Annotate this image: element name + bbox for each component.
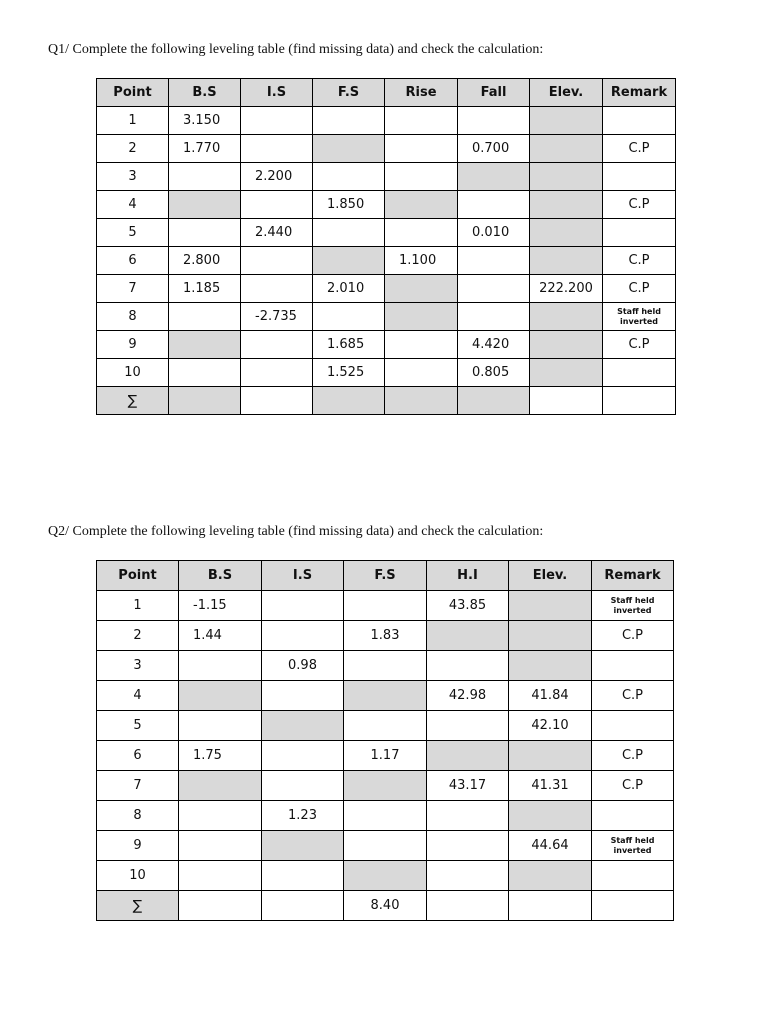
point-cell: 6 bbox=[97, 247, 169, 275]
fall-cell bbox=[458, 163, 530, 191]
fs-cell: 1.685 bbox=[313, 331, 385, 359]
fall-cell bbox=[458, 191, 530, 219]
bs-sum-cell bbox=[179, 891, 262, 921]
header-point: Point bbox=[97, 561, 179, 591]
header-remark: Remark bbox=[592, 561, 674, 591]
elev-cell bbox=[509, 741, 592, 771]
table-row bbox=[97, 621, 674, 651]
fall-cell: 0.805 bbox=[458, 359, 530, 387]
table-row bbox=[97, 591, 674, 621]
point-cell: 2 bbox=[97, 621, 179, 651]
bs-cell bbox=[169, 191, 241, 219]
hi-cell: 42.98 bbox=[427, 681, 509, 711]
elev-cell bbox=[530, 135, 603, 163]
sum-row bbox=[97, 387, 676, 415]
rise-cell bbox=[385, 107, 458, 135]
hi-cell bbox=[427, 741, 509, 771]
elev-sum-cell bbox=[530, 387, 603, 415]
remark-cell bbox=[603, 219, 676, 247]
fall-cell: 0.700 bbox=[458, 135, 530, 163]
bs-cell: 1.44 bbox=[179, 621, 262, 651]
fs-cell: 1.850 bbox=[313, 191, 385, 219]
bs-cell bbox=[179, 651, 262, 681]
leveling-table-q1 bbox=[96, 78, 676, 415]
bs-sum-cell bbox=[169, 387, 241, 415]
bs-cell bbox=[169, 163, 241, 191]
elev-cell: 41.31 bbox=[509, 771, 592, 801]
is-cell: 0.98 bbox=[262, 651, 344, 681]
table-row bbox=[97, 107, 676, 135]
point-cell: 8 bbox=[97, 801, 179, 831]
fs-cell: 1.83 bbox=[344, 621, 427, 651]
is-cell bbox=[262, 741, 344, 771]
remark-cell: C.P bbox=[592, 741, 674, 771]
is-cell bbox=[241, 107, 313, 135]
point-cell: 5 bbox=[97, 219, 169, 247]
header-remark: Remark bbox=[603, 79, 676, 107]
header-is: I.S bbox=[241, 79, 313, 107]
point-cell: 7 bbox=[97, 771, 179, 801]
bs-cell bbox=[169, 331, 241, 359]
remark-cell bbox=[603, 359, 676, 387]
table-row bbox=[97, 801, 674, 831]
fs-cell: 2.010 bbox=[313, 275, 385, 303]
point-cell: 7 bbox=[97, 275, 169, 303]
table-row bbox=[97, 861, 674, 891]
fs-cell bbox=[344, 651, 427, 681]
elev-cell bbox=[509, 621, 592, 651]
is-cell bbox=[262, 861, 344, 891]
fs-cell: 1.525 bbox=[313, 359, 385, 387]
rise-sum-cell bbox=[385, 387, 458, 415]
is-cell: 2.440 bbox=[241, 219, 313, 247]
is-cell bbox=[241, 331, 313, 359]
is-cell bbox=[262, 591, 344, 621]
table-row bbox=[97, 359, 676, 387]
point-cell: 5 bbox=[97, 711, 179, 741]
elev-cell bbox=[530, 247, 603, 275]
remark-cell: Staff held inverted bbox=[592, 831, 674, 861]
fs-cell bbox=[344, 801, 427, 831]
remark-cell bbox=[603, 163, 676, 191]
is-cell: 1.23 bbox=[262, 801, 344, 831]
bs-cell: 1.770 bbox=[169, 135, 241, 163]
fs-cell bbox=[344, 861, 427, 891]
table-row bbox=[97, 247, 676, 275]
point-cell: 9 bbox=[97, 831, 179, 861]
remark-cell: Staff held inverted bbox=[603, 303, 676, 331]
point-cell: 10 bbox=[97, 861, 179, 891]
remark-cell: C.P bbox=[592, 771, 674, 801]
header-bs: B.S bbox=[169, 79, 241, 107]
fs-cell bbox=[344, 831, 427, 861]
bs-cell: 2.800 bbox=[169, 247, 241, 275]
remark-cell bbox=[603, 107, 676, 135]
remark-cell: C.P bbox=[592, 621, 674, 651]
header-rise: Rise bbox=[385, 79, 458, 107]
hi-cell bbox=[427, 801, 509, 831]
sum-symbol-cell: ∑ bbox=[97, 891, 179, 921]
rise-cell bbox=[385, 359, 458, 387]
point-cell: 3 bbox=[97, 651, 179, 681]
sum-row bbox=[97, 891, 674, 921]
hi-cell bbox=[427, 621, 509, 651]
hi-cell: 43.85 bbox=[427, 591, 509, 621]
table-row bbox=[97, 191, 676, 219]
sum-symbol-cell: ∑ bbox=[97, 387, 169, 415]
bs-cell: -1.15 bbox=[179, 591, 262, 621]
bs-cell bbox=[179, 831, 262, 861]
bs-cell bbox=[169, 219, 241, 247]
remark-sum-cell bbox=[603, 387, 676, 415]
point-cell: 6 bbox=[97, 741, 179, 771]
point-cell: 10 bbox=[97, 359, 169, 387]
fs-cell: 1.17 bbox=[344, 741, 427, 771]
elev-cell bbox=[509, 591, 592, 621]
hi-cell: 43.17 bbox=[427, 771, 509, 801]
bs-cell bbox=[179, 771, 262, 801]
table-row bbox=[97, 331, 676, 359]
fall-sum-cell bbox=[458, 387, 530, 415]
fs-cell bbox=[313, 135, 385, 163]
remark-cell bbox=[592, 861, 674, 891]
remark-cell: C.P bbox=[592, 681, 674, 711]
elev-cell bbox=[530, 163, 603, 191]
fs-cell bbox=[313, 247, 385, 275]
remark-sum-cell bbox=[592, 891, 674, 921]
remark-cell: C.P bbox=[603, 331, 676, 359]
fs-cell bbox=[313, 303, 385, 331]
fs-cell bbox=[344, 591, 427, 621]
elev-cell: 42.10 bbox=[509, 711, 592, 741]
is-cell bbox=[262, 711, 344, 741]
is-cell: -2.735 bbox=[241, 303, 313, 331]
rise-cell: 1.100 bbox=[385, 247, 458, 275]
hi-sum-cell bbox=[427, 891, 509, 921]
remark-cell: Staff held inverted bbox=[592, 591, 674, 621]
point-cell: 4 bbox=[97, 681, 179, 711]
fs-cell bbox=[344, 681, 427, 711]
elev-cell bbox=[530, 107, 603, 135]
table-row bbox=[97, 135, 676, 163]
fs-cell bbox=[313, 107, 385, 135]
header-elev: Elev. bbox=[509, 561, 592, 591]
point-cell: 1 bbox=[97, 591, 179, 621]
fs-cell bbox=[313, 163, 385, 191]
table-row bbox=[97, 741, 674, 771]
remark-cell: C.P bbox=[603, 191, 676, 219]
is-cell bbox=[262, 771, 344, 801]
is-cell bbox=[241, 247, 313, 275]
header-hi: H.I bbox=[427, 561, 509, 591]
rise-cell bbox=[385, 219, 458, 247]
remark-cell bbox=[592, 651, 674, 681]
table-row bbox=[97, 303, 676, 331]
fall-cell bbox=[458, 247, 530, 275]
header-fall: Fall bbox=[458, 79, 530, 107]
header-bs: B.S bbox=[179, 561, 262, 591]
fall-cell bbox=[458, 275, 530, 303]
elev-cell bbox=[509, 651, 592, 681]
point-cell: 3 bbox=[97, 163, 169, 191]
elev-cell bbox=[509, 861, 592, 891]
is-cell bbox=[262, 681, 344, 711]
point-cell: 2 bbox=[97, 135, 169, 163]
fall-cell bbox=[458, 303, 530, 331]
rise-cell bbox=[385, 275, 458, 303]
remark-cell: C.P bbox=[603, 135, 676, 163]
elev-cell bbox=[530, 191, 603, 219]
hi-cell bbox=[427, 861, 509, 891]
is-cell bbox=[241, 135, 313, 163]
elev-cell: 222.200 bbox=[530, 275, 603, 303]
bs-cell: 1.185 bbox=[169, 275, 241, 303]
fs-cell bbox=[344, 711, 427, 741]
rise-cell bbox=[385, 191, 458, 219]
is-sum-cell bbox=[262, 891, 344, 921]
is-cell: 2.200 bbox=[241, 163, 313, 191]
table-row bbox=[97, 163, 676, 191]
bs-cell: 1.75 bbox=[179, 741, 262, 771]
table-row bbox=[97, 275, 676, 303]
bs-cell: 3.150 bbox=[169, 107, 241, 135]
remark-cell bbox=[592, 711, 674, 741]
remark-cell bbox=[592, 801, 674, 831]
elev-cell bbox=[530, 219, 603, 247]
table-row bbox=[97, 651, 674, 681]
elev-cell bbox=[530, 303, 603, 331]
is-sum-cell bbox=[241, 387, 313, 415]
remark-cell: C.P bbox=[603, 275, 676, 303]
header-elev: Elev. bbox=[530, 79, 603, 107]
header-row bbox=[97, 79, 676, 107]
fs-sum-cell bbox=[313, 387, 385, 415]
is-cell bbox=[262, 621, 344, 651]
header-fs: F.S bbox=[344, 561, 427, 591]
fall-cell bbox=[458, 107, 530, 135]
rise-cell bbox=[385, 135, 458, 163]
fall-cell: 4.420 bbox=[458, 331, 530, 359]
fs-cell bbox=[313, 219, 385, 247]
elev-cell bbox=[530, 359, 603, 387]
is-cell bbox=[262, 831, 344, 861]
remark-cell: C.P bbox=[603, 247, 676, 275]
rise-cell bbox=[385, 331, 458, 359]
elev-sum-cell bbox=[509, 891, 592, 921]
header-is: I.S bbox=[262, 561, 344, 591]
fs-sum-cell: 8.40 bbox=[344, 891, 427, 921]
table-row bbox=[97, 681, 674, 711]
bs-cell bbox=[179, 801, 262, 831]
bs-cell bbox=[179, 861, 262, 891]
question-2-text: Q2/ Complete the following leveling table (find missing data) and check the calculation: bbox=[48, 524, 544, 539]
fall-cell: 0.010 bbox=[458, 219, 530, 247]
point-cell: 1 bbox=[97, 107, 169, 135]
hi-cell bbox=[427, 711, 509, 741]
table-row bbox=[97, 771, 674, 801]
bs-cell bbox=[179, 681, 262, 711]
point-cell: 8 bbox=[97, 303, 169, 331]
question-1-text: Q1/ Complete the following leveling table (find missing data) and check the calculation: bbox=[48, 42, 544, 57]
bs-cell bbox=[179, 711, 262, 741]
rise-cell bbox=[385, 303, 458, 331]
point-cell: 9 bbox=[97, 331, 169, 359]
fs-cell bbox=[344, 771, 427, 801]
header-point: Point bbox=[97, 79, 169, 107]
elev-cell bbox=[530, 331, 603, 359]
is-cell bbox=[241, 191, 313, 219]
table-row bbox=[97, 711, 674, 741]
hi-cell bbox=[427, 831, 509, 861]
table-row bbox=[97, 219, 676, 247]
table-row bbox=[97, 831, 674, 861]
rise-cell bbox=[385, 163, 458, 191]
leveling-table-q2 bbox=[96, 560, 674, 921]
hi-cell bbox=[427, 651, 509, 681]
elev-cell: 44.64 bbox=[509, 831, 592, 861]
elev-cell bbox=[509, 801, 592, 831]
is-cell bbox=[241, 359, 313, 387]
is-cell bbox=[241, 275, 313, 303]
header-fs: F.S bbox=[313, 79, 385, 107]
elev-cell: 41.84 bbox=[509, 681, 592, 711]
point-cell: 4 bbox=[97, 191, 169, 219]
header-row bbox=[97, 561, 674, 591]
bs-cell bbox=[169, 303, 241, 331]
bs-cell bbox=[169, 359, 241, 387]
